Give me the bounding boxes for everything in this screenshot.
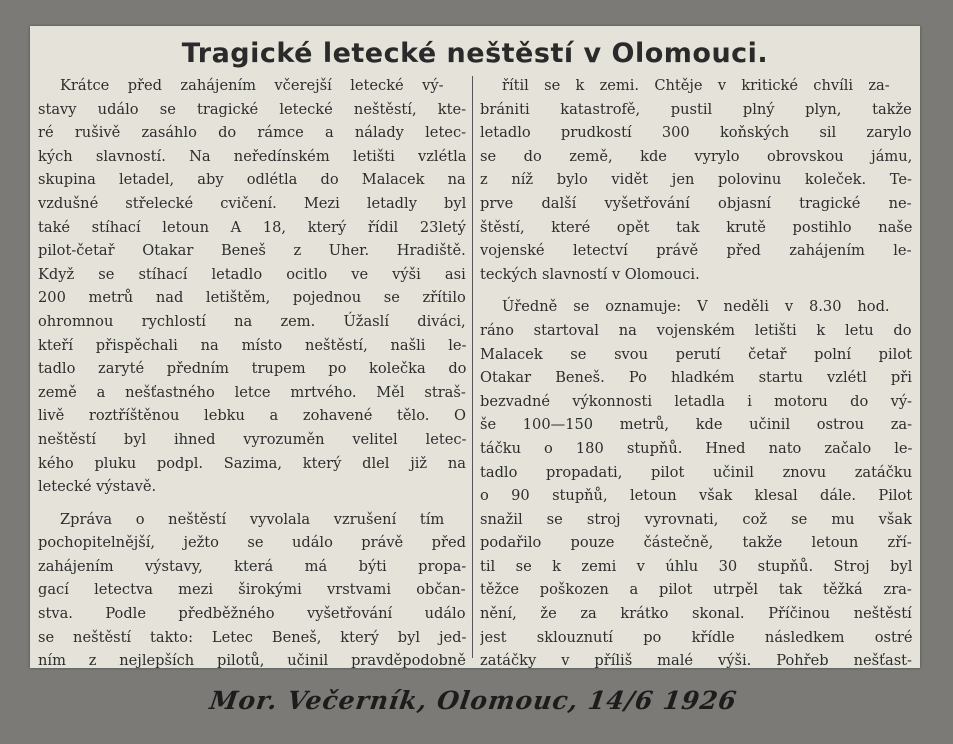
article-text-line: zahájením výstavy, která má býti propa-: [38, 557, 466, 575]
article-text-line: kých slavností. Na neředínském letišti vzlétla: [38, 147, 466, 165]
article-text-line: se neštěstí takto: Letec Beneš, který byl jed-: [38, 628, 466, 646]
article-text-line: še 100—150 metrů, kde učinil ostrou za-: [480, 416, 912, 434]
article-text-line: ré rušivě zasáhlo do rámce a nálady letec-: [38, 124, 466, 142]
article-text-line: stva. Podle předběžného vyšetřování událo: [38, 605, 466, 623]
article-text-line: vojenské letectví právě před zahájením le-: [480, 242, 912, 260]
article-text-line: štěstí, které opět tak krutě postihlo naše: [480, 218, 912, 236]
article-text-line: jest sklouznutí po křídle následkem ostré: [480, 628, 912, 646]
article-text-line: ráno startoval na vojenském letišti k letu do: [480, 321, 912, 339]
article-text-line: tadlo zaryté předním trupem po kolečka do: [38, 360, 466, 378]
article-text-line: pilot-četař Otakar Beneš z Uher. Hradiště.: [38, 242, 466, 260]
article-text-line: se do země, kde vyrylo obrovskou jámu,: [480, 147, 912, 165]
column-divider: [472, 76, 473, 658]
article-text-line: brániti katastrofě, pustil plný plyn, takže: [480, 100, 912, 118]
article-text-line: bezvadné výkonnosti letadla i motoru do vý-: [480, 392, 912, 410]
article-column-right: [480, 74, 912, 668]
article-text-line: nění, že za krátko skonal. Příčinou neštěstí: [480, 605, 912, 623]
article-text-line: ním z nejlepších pilotů, učinil pravděpodobně: [38, 652, 466, 668]
article-text-line: Když se stíhací letadlo ocitlo ve výši asi: [38, 265, 466, 283]
article-text-line: táčku o 180 stupňů. Hned nato začalo le-: [480, 439, 912, 457]
article-text-line: země a nešťastného letce mrtvého. Měl straš-: [38, 383, 466, 401]
handwritten-source-note: Mor. Večerník, Olomouc, 14/6 1926: [207, 686, 739, 715]
article-text-line: tadlo propadati, pilot učinil znovu zatáčku: [480, 463, 912, 481]
article-text-line: neštěstí byl ihned vyrozuměn velitel letec-: [38, 430, 466, 448]
article-text-line: podařilo pouze částečně, takže letoun zří-: [480, 534, 912, 552]
paragraph-gap: [38, 499, 466, 508]
article-text-line: kého pluku podpl. Sazima, který dlel již na: [38, 454, 466, 472]
article-text-line: kteří přispěchali na místo neštěstí, našli le-: [38, 336, 466, 354]
article-text-line: ohromnou rychlostí na zem. Úžaslí diváci,: [38, 312, 466, 330]
article-text-line: til se k zemi v úhlu 30 stupňů. Stroj byl: [480, 557, 912, 575]
article-text-line: zatáčky v příliš malé výši. Pohřeb nešťast-: [480, 652, 912, 668]
article-text-line: řítil se k zemi. Chtěje v kritické chvíli za-: [502, 77, 890, 94]
article-text-line: letadlo prudkostí 300 koňských sil zarylo: [480, 124, 912, 142]
article-column-left: [38, 74, 466, 668]
article-text-line: skupina letadel, aby odlétla do Malacek na: [38, 171, 466, 189]
article-text-line: také stíhací letoun A 18, který řídil 23letý: [38, 218, 466, 236]
article-text-line: livě roztříštěnou lebku a zohavené tělo. O: [38, 407, 466, 425]
article-text-line: těžce poškozen a pilot utrpěl tak těžká zra-: [480, 581, 912, 599]
article-text-line: Zpráva o neštěstí vyvolala vzrušení tím: [60, 510, 445, 528]
article-text-line: letecké výstavě.: [38, 478, 157, 496]
article-text-line: teckých slavností v Olomouci.: [480, 265, 700, 283]
newspaper-clipping: [30, 26, 920, 668]
article-text-line: pochopitelnější, ježto se událo právě před: [38, 534, 466, 552]
article-text-line: prve další vyšetřování objasní tragické ne-: [480, 194, 912, 212]
article-text-line: snažil se stroj vyrovnati, což se mu však: [480, 510, 912, 528]
article-text-line: 200 metrů nad letištěm, pojednou se zřítilo: [38, 289, 466, 307]
article-text-line: o 90 stupňů, letoun však klesal dále. Pilot: [480, 487, 912, 505]
article-text-line: Otakar Beneš. Po hladkém startu vzlétl při: [480, 369, 912, 387]
article-text-line: Úředně se oznamuje: V neděli v 8.30 hod.: [502, 298, 890, 316]
article-text-line: gací letectva mezi širokými vrstvami občan-: [38, 581, 466, 599]
article-text-line: vzdušné střelecké cvičení. Mezi letadly byl: [38, 194, 466, 212]
article-text-line: Malacek se svou perutí četař polní pilot: [480, 345, 912, 363]
article-text-line: Krátce před zahájením včerejší letecké vý-: [60, 77, 444, 94]
article-text-line: stavy událo se tragické letecké neštěstí, kte-: [38, 100, 466, 118]
article-text-line: z níž bylo vidět jen polovinu koleček. Te-: [480, 171, 912, 189]
paragraph-gap: [480, 286, 912, 295]
article-headline: Tragické letecké neštěstí v Olomouci.: [181, 38, 769, 69]
